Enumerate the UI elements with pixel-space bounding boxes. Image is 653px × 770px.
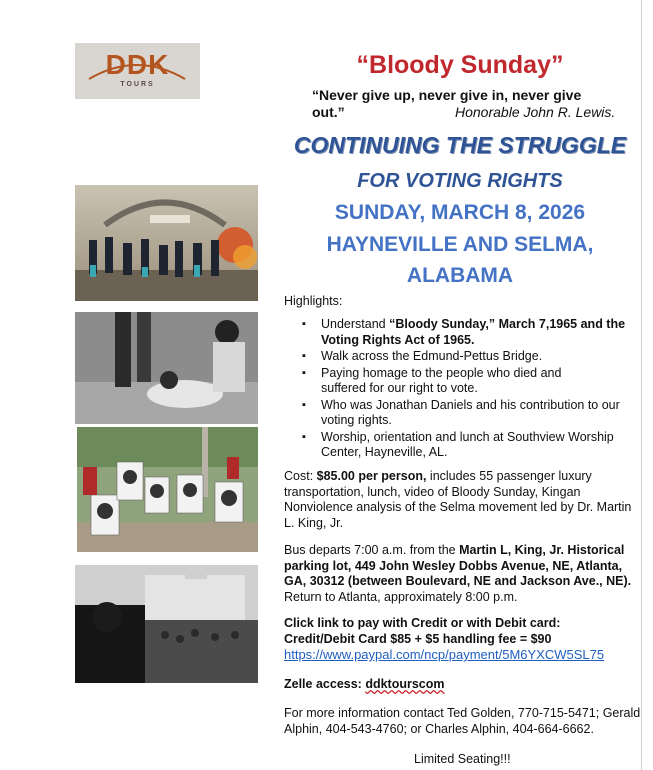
highlight-item: ▪ Worship, orientation and lunch at Southview Worship Center, Hayneville, AL.: [302, 430, 647, 461]
limited-seating: Limited Seating!!!: [414, 752, 511, 766]
logo-wordmark: DDK: [105, 49, 170, 80]
quote-line-1: “Never give up, never give in, never give: [312, 87, 582, 103]
bus-return: Return to Atlanta, approximately 8:00 p.m.: [284, 589, 518, 604]
king-speech-image: [75, 565, 258, 683]
bridge-painting-image: [75, 185, 258, 301]
headline-voting-rights: FOR VOTING RIGHTS: [357, 170, 563, 192]
zelle-handle: ddktourscom: [365, 677, 445, 691]
headline-struggle: CONTINUING THE STRUGGLE: [293, 132, 627, 158]
paypal-link[interactable]: https://www.paypal.com/ncp/payment/5M6YXCW5SL75: [284, 647, 605, 662]
bus-location: Martin L, King, Jr. Historical parking lot, 449 John Wesley Dobbs Avenue, NE, Atlanta, GA, 30312 (between Boulevard, NE and Jackson Ave., NE).: [284, 543, 632, 588]
lewis-quote: [312, 87, 642, 121]
logo-tagline: TOURS: [120, 81, 155, 88]
quote-attribution: Honorable John R. Lewis.: [455, 104, 616, 120]
highlight-item: ▪ Who was Jonathan Daniels and his contribution to our voting rights.: [302, 398, 647, 429]
contact-paragraph: For more information contact Ted Golden, 770-715-5471; Gerald Alphin, 404-543-4760; or Charles Alphin, 404-664-6662.: [284, 706, 641, 736]
highlights-list: [302, 317, 647, 462]
quote-line-2: out.”: [312, 104, 345, 120]
aid-photo-image: [75, 312, 258, 424]
ddk-tours-logo: [75, 43, 200, 99]
highlights-label: Highlights:: [284, 294, 343, 308]
payment-line-1: Click link to pay with Credit or with Debit card:: [284, 616, 561, 630]
payment-line-2: Credit/Debit Card $85 + $5 handling fee = $90: [284, 631, 552, 646]
highlight-item: ▪ Paying homage to the people who died and suffered for our right to vote.: [302, 366, 647, 397]
zelle-line: Zelle access: ddktourscom: [284, 677, 445, 691]
flyer-title: “Bloody Sunday”: [356, 51, 564, 79]
cost-price: $85.00 per person,: [316, 469, 427, 483]
bus-paragraph: Bus departs 7:00 a.m. from the Martin L, King, Jr. Historical parking lot, 449 John Wesley Dobbs Avenue, NE, Atlanta, GA, 30312 (between Boulevard, NE and Jackson Ave., NE). Return to Atlanta, approximately 8:00 p.m.: [284, 543, 632, 604]
highlight-item: ▪ Walk across the Edmund-Pettus Bridge.: [302, 349, 647, 365]
memorial-portraits-image: [77, 427, 258, 552]
event-place-1: HAYNEVILLE AND SELMA,: [326, 233, 594, 256]
event-date: SUNDAY, MARCH 8, 2026: [334, 201, 586, 224]
highlight-item: ▪ Understand “Bloody Sunday,” March 7,1965 and the Voting Rights Act of 1965.: [302, 317, 647, 348]
cost-paragraph: Cost: $85.00 per person, includes 55 passenger luxury transportation, lunch, video of Bloody Sunday, Kingan Nonviolence analysis of the Selma movement led by Dr. Martin L. King, Jr.: [284, 469, 632, 530]
payment-section: [284, 616, 644, 664]
event-place-2: ALABAMA: [406, 264, 514, 287]
